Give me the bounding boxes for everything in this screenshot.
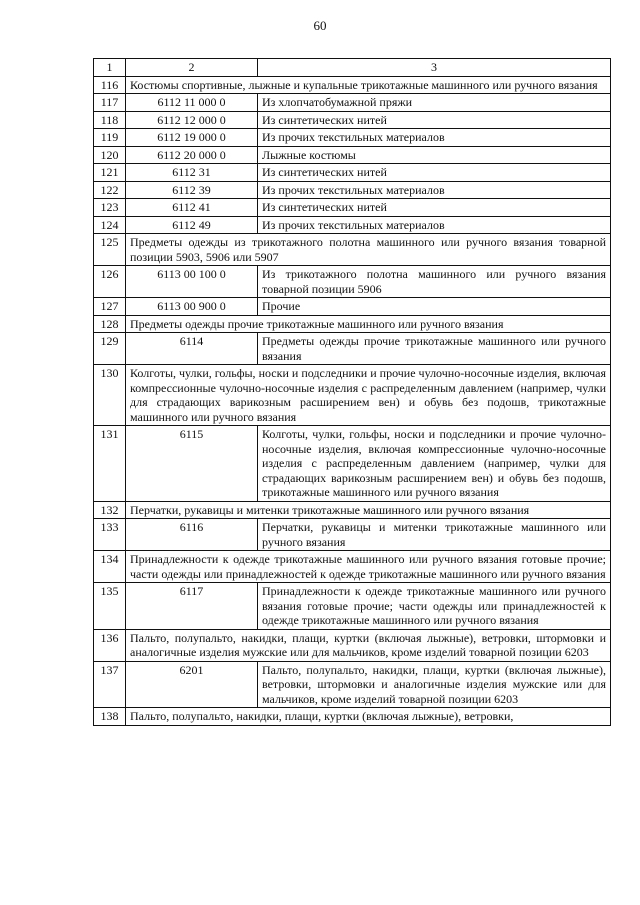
tn-ved-code: 6112 31 [126,164,258,182]
row-number: 121 [94,164,126,182]
tn-ved-code: 6115 [126,426,258,502]
table-row [94,315,611,333]
item-description: Из хлопчатобумажной пряжи [258,94,611,112]
table-row [94,111,611,129]
row-number: 134 [94,551,126,583]
tn-ved-code: 6114 [126,333,258,365]
group-heading: Предметы одежды из трикотажного полотна машинного или ручного вязания товарной позиции 5903, 5906 или 5907 [126,234,611,266]
table-row [94,199,611,217]
row-number: 119 [94,129,126,147]
table-row [94,181,611,199]
column-header-3: 3 [258,59,611,77]
table-row [94,551,611,583]
table-body [94,76,611,725]
table-row [94,583,611,630]
group-heading: Костюмы спортивные, лыжные и купальные трикотажные машинного или ручного вязания [126,76,611,94]
row-number: 135 [94,583,126,630]
group-heading: Принадлежности к одежде трикотажные машинного или ручного вязания готовые прочие; части одежды или принадлежностей к одежде трикотажные машинного или ручного вязания [126,551,611,583]
tn-ved-code: 6112 20 000 0 [126,146,258,164]
row-number: 124 [94,216,126,234]
tn-ved-code: 6117 [126,583,258,630]
tn-ved-code: 6113 00 900 0 [126,298,258,316]
row-number: 127 [94,298,126,316]
item-description: Из синтетических нитей [258,199,611,217]
row-number: 117 [94,94,126,112]
page-number: 60 [313,18,327,33]
item-description: Принадлежности к одежде трикотажные машинного или ручного вязания готовые прочие; части одежды или принадлежностей к одежде трикотажные машинного или ручного вязания [258,583,611,630]
item-description: Из прочих текстильных материалов [258,181,611,199]
tn-ved-code: 6112 39 [126,181,258,199]
table-row [94,519,611,551]
row-number: 122 [94,181,126,199]
group-heading: Перчатки, рукавицы и митенки трикотажные машинного или ручного вязания [126,501,611,519]
item-description: Пальто, полупальто, накидки, плащи, куртки (включая лыжные), ветровки, штормовки и аналогичные изделия мужские или для мальчиков, кроме изделий товарной позиции 6203 [258,661,611,708]
table-row [94,426,611,502]
table-row [94,94,611,112]
row-number: 138 [94,708,126,726]
row-number: 129 [94,333,126,365]
item-description: Прочие [258,298,611,316]
table-row [94,164,611,182]
row-number: 126 [94,266,126,298]
item-description: Перчатки, рукавицы и митенки трикотажные машинного или ручного вязания [258,519,611,551]
row-number: 118 [94,111,126,129]
row-number: 131 [94,426,126,502]
group-heading: Колготы, чулки, гольфы, носки и подследники и прочие чулочно-носочные изделия, включая компрессионные чулочно-носочные изделия с распределенным давлением (например, чулки для страдающих варикозным расширением вен) и обувь без подошв, трикотажные машинного или ручного вязания [126,365,611,426]
tn-ved-code: 6112 49 [126,216,258,234]
item-description: Колготы, чулки, гольфы, носки и подследники и прочие чулочно-носочные изделия, включая компрессионные чулочно-носочные изделия с распределенным давлением (например, чулки для страдающих варикозным расширением вен) и обувь без подошв, трикотажные машинного или ручного вязания [258,426,611,502]
table-row [94,661,611,708]
table-row [94,266,611,298]
tn-ved-code: 6112 19 000 0 [126,129,258,147]
row-number: 128 [94,315,126,333]
column-header-1: 1 [94,59,126,77]
row-number: 123 [94,199,126,217]
tn-ved-code: 6112 11 000 0 [126,94,258,112]
customs-code-table [93,58,611,726]
tn-ved-code: 6116 [126,519,258,551]
group-heading: Пальто, полупальто, накидки, плащи, куртки (включая лыжные), ветровки, штормовки и аналогичные изделия мужские или для мальчиков, кроме изделий товарной позиции 6203 [126,629,611,661]
group-heading: Пальто, полупальто, накидки, плащи, куртки (включая лыжные), ветровки, [126,708,611,726]
table-row [94,708,611,726]
table-row [94,129,611,147]
table-row [94,76,611,94]
item-description: Лыжные костюмы [258,146,611,164]
table-row [94,333,611,365]
tn-ved-code: 6112 41 [126,199,258,217]
item-description: Из трикотажного полотна машинного или ручного вязания товарной позиции 5906 [258,266,611,298]
table-row [94,298,611,316]
row-number: 120 [94,146,126,164]
row-number: 125 [94,234,126,266]
tn-ved-code: 6201 [126,661,258,708]
row-number: 133 [94,519,126,551]
item-description: Из синтетических нитей [258,164,611,182]
table-row [94,501,611,519]
column-header-2: 2 [126,59,258,77]
group-heading: Предметы одежды прочие трикотажные машинного или ручного вязания [126,315,611,333]
row-number: 116 [94,76,126,94]
tn-ved-code: 6113 00 100 0 [126,266,258,298]
table-row [94,234,611,266]
item-description: Из прочих текстильных материалов [258,216,611,234]
item-description: Из синтетических нитей [258,111,611,129]
tn-ved-code: 6112 12 000 0 [126,111,258,129]
row-number: 137 [94,661,126,708]
table-header-row [94,59,611,77]
item-description: Предметы одежды прочие трикотажные машинного или ручного вязания [258,333,611,365]
table-row [94,216,611,234]
row-number: 136 [94,629,126,661]
table-row [94,629,611,661]
table-row [94,365,611,426]
row-number: 132 [94,501,126,519]
table-row [94,146,611,164]
row-number: 130 [94,365,126,426]
item-description: Из прочих текстильных материалов [258,129,611,147]
